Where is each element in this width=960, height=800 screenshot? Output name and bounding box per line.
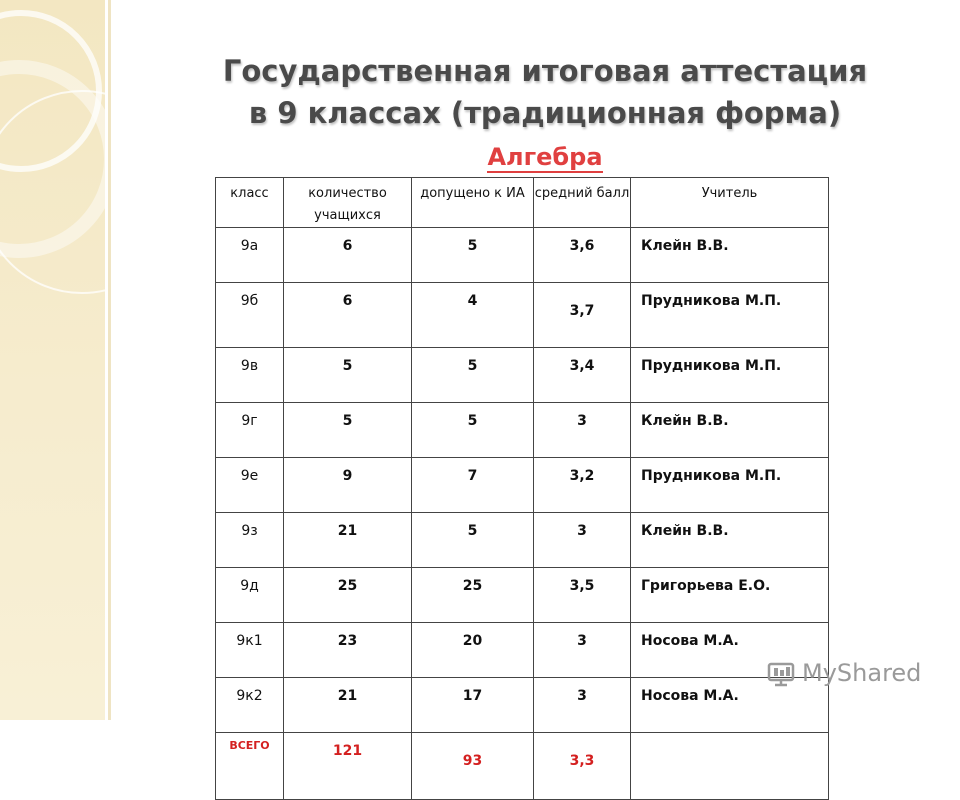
- cell-average: 3,2: [534, 458, 631, 513]
- title-line-1: Государственная итоговая аттестация: [222, 54, 868, 88]
- cell-average: 3,5: [534, 568, 631, 623]
- cell-total-admitted: 93: [412, 733, 534, 800]
- table-row: [216, 678, 829, 733]
- cell-teacher: Клейн В.В.: [631, 513, 829, 568]
- cell-average: 3: [534, 623, 631, 678]
- cell-average: 3,4: [534, 348, 631, 403]
- cell-teacher: Прудникова М.П.: [631, 283, 829, 348]
- header-students: количество учащихся: [284, 178, 412, 228]
- table-row: [216, 513, 829, 568]
- cell-teacher: Прудникова М.П.: [631, 348, 829, 403]
- cell-admitted: 5: [412, 403, 534, 458]
- cell-average: 3,7: [534, 283, 631, 348]
- cell-average: 3: [534, 513, 631, 568]
- cell-average: 3: [534, 403, 631, 458]
- cell-total-students: 121: [284, 733, 412, 800]
- table-total-row: [216, 733, 829, 800]
- cell-students: 23: [284, 623, 412, 678]
- cell-total-teacher: [631, 733, 829, 800]
- cell-students: 5: [284, 348, 412, 403]
- header-class: класс: [216, 178, 284, 228]
- cell-students: 6: [284, 283, 412, 348]
- cell-average: 3: [534, 678, 631, 733]
- cell-class: 9д: [216, 568, 284, 623]
- title-line-2: в 9 классах (традиционная форма): [248, 96, 842, 130]
- cell-admitted: 5: [412, 228, 534, 283]
- table-row: [216, 348, 829, 403]
- presentation-screen-icon: [766, 658, 796, 688]
- cell-total-label: ВСЕГО: [216, 733, 284, 800]
- table-header-row: [216, 178, 829, 228]
- cell-average: 3,6: [534, 228, 631, 283]
- cell-teacher: Носова М.А.: [631, 678, 829, 733]
- cell-students: 21: [284, 513, 412, 568]
- cell-students: 21: [284, 678, 412, 733]
- table-row: [216, 228, 829, 283]
- cell-class: 9з: [216, 513, 284, 568]
- cell-teacher: Григорьева Е.О.: [631, 568, 829, 623]
- decorative-side-band: [0, 0, 105, 720]
- cell-students: 5: [284, 403, 412, 458]
- cell-students: 6: [284, 228, 412, 283]
- cell-teacher: Прудникова М.П.: [631, 458, 829, 513]
- cell-class: 9а: [216, 228, 284, 283]
- cell-admitted: 5: [412, 348, 534, 403]
- cell-class: 9в: [216, 348, 284, 403]
- cell-total-average: 3,3: [534, 733, 631, 800]
- cell-students: 25: [284, 568, 412, 623]
- watermark: [766, 657, 921, 689]
- cell-admitted: 20: [412, 623, 534, 678]
- subject-label: Алгебра: [487, 143, 603, 171]
- cell-teacher: Носова М.А.: [631, 623, 829, 678]
- cell-class: 9е: [216, 458, 284, 513]
- decorative-ring: [0, 60, 105, 258]
- cell-class: 9б: [216, 283, 284, 348]
- watermark-text: MyShared: [802, 659, 922, 687]
- cell-admitted: 25: [412, 568, 534, 623]
- cell-teacher: Клейн В.В.: [631, 403, 829, 458]
- cell-admitted: 4: [412, 283, 534, 348]
- header-teacher: Учитель: [631, 178, 829, 228]
- cell-admitted: 17: [412, 678, 534, 733]
- cell-teacher: Клейн В.В.: [631, 228, 829, 283]
- table-row: [216, 568, 829, 623]
- header-admitted: допущено к ИА: [412, 178, 534, 228]
- cell-admitted: 5: [412, 513, 534, 568]
- table-row: [216, 623, 829, 678]
- cell-class: 9к2: [216, 678, 284, 733]
- table-row: [216, 283, 829, 348]
- subject-heading: [130, 140, 960, 174]
- cell-class: 9г: [216, 403, 284, 458]
- decorative-divider: [108, 0, 111, 720]
- header-average: средний балл: [534, 178, 631, 228]
- cell-students: 9: [284, 458, 412, 513]
- cell-class: 9к1: [216, 623, 284, 678]
- table-row: [216, 458, 829, 513]
- slide-title: [130, 50, 960, 134]
- cell-admitted: 7: [412, 458, 534, 513]
- results-table: [215, 177, 829, 800]
- table-row: [216, 403, 829, 458]
